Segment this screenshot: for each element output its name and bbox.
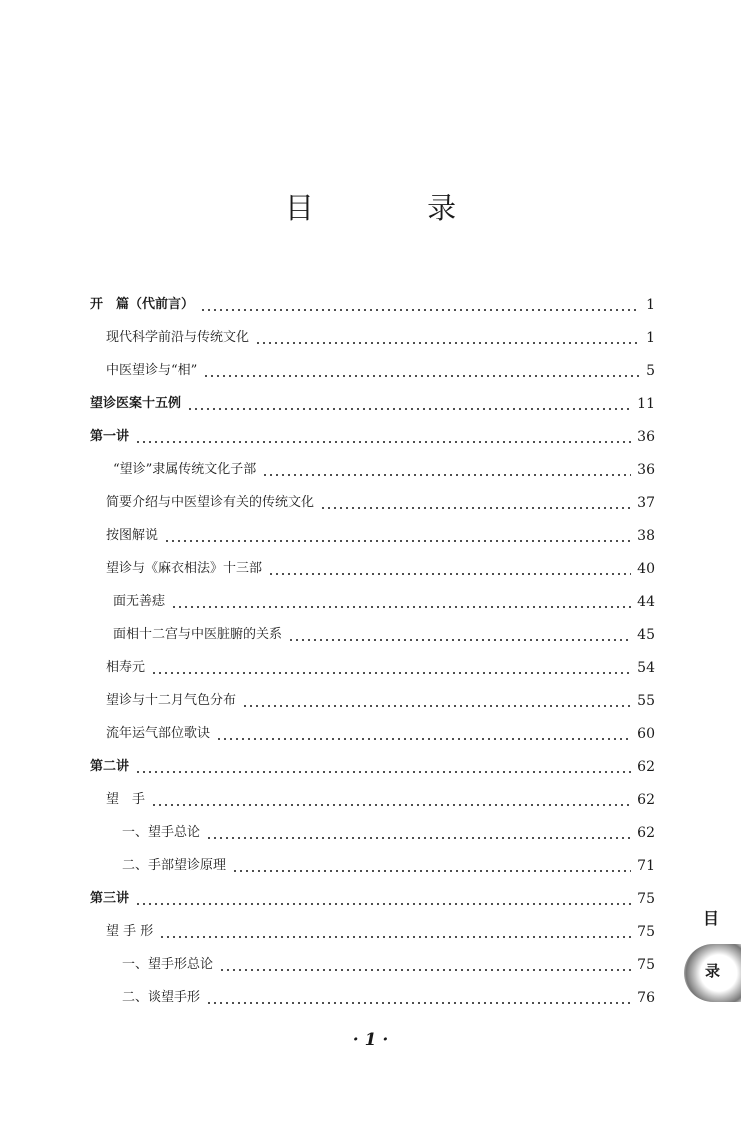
toc-entry-label: 按图解说 (106, 528, 159, 543)
toc-entry[interactable] (106, 490, 655, 512)
toc-entry-page: 76 (637, 990, 655, 1006)
toc-entry-page: 75 (637, 924, 655, 940)
toc-entry-label: 相寿元 (106, 660, 146, 675)
page-number: · 1 · (352, 1030, 389, 1050)
toc-entry[interactable] (106, 655, 655, 677)
toc-entry-label: 第一讲 (90, 429, 130, 444)
toc-entry-page: 1 (646, 330, 655, 346)
toc-entry-page: 62 (637, 759, 655, 775)
toc-entry-page: 62 (637, 792, 655, 808)
toc-entry[interactable] (90, 424, 655, 446)
toc-entry-label: 一、望手形总论 (122, 957, 214, 972)
leader-dots (200, 296, 640, 314)
leader-dots (206, 824, 631, 842)
edge-tab-top-char: 目 (703, 909, 720, 928)
toc-entry[interactable] (122, 853, 655, 875)
leader-dots (288, 626, 631, 644)
toc-entry-label: 望 手 (106, 792, 146, 807)
toc-entry[interactable] (113, 457, 655, 479)
toc-entry-page: 40 (637, 561, 655, 577)
toc-entry-label: 开 篇（代前言） (90, 297, 195, 312)
leader-dots (135, 890, 631, 908)
toc-entry-label: 面无善痣 (113, 594, 166, 609)
leader-dots (262, 461, 631, 479)
toc-entry-page: 55 (637, 693, 655, 709)
leader-dots (232, 857, 631, 875)
toc-entry-page: 11 (637, 396, 655, 412)
toc-entry[interactable] (90, 391, 655, 413)
toc-entry-page: 36 (637, 462, 655, 478)
toc-entry-page: 45 (637, 627, 655, 643)
toc-entry-label: “望诊”隶属传统文化子部 (113, 462, 257, 477)
toc-entry-page: 71 (637, 858, 655, 874)
toc-entry-page: 75 (637, 957, 655, 973)
toc-entry-label: 第二讲 (90, 759, 130, 774)
leader-dots (164, 527, 631, 545)
toc-entry[interactable] (106, 325, 655, 347)
toc-entry-page: 54 (637, 660, 655, 676)
toc-entry-page: 5 (646, 363, 655, 379)
toc-entry-page: 38 (637, 528, 655, 544)
leader-dots (151, 791, 631, 809)
toc-entry-page: 44 (637, 594, 655, 610)
page-title: 目 录 (284, 191, 509, 225)
toc-entry-page: 75 (637, 891, 655, 907)
leader-dots (219, 956, 631, 974)
toc-entry[interactable] (122, 952, 655, 974)
leader-dots (216, 725, 631, 743)
toc-entry[interactable] (106, 787, 655, 809)
leader-dots (203, 362, 640, 380)
toc-entry[interactable] (106, 358, 655, 380)
toc-entry[interactable] (106, 919, 655, 941)
toc-entry-page: 36 (637, 429, 655, 445)
toc-entry[interactable] (90, 886, 655, 908)
leader-dots (187, 395, 631, 413)
toc-entry-label: 二、手部望诊原理 (122, 858, 227, 873)
toc-entry-label: 望诊与十二月气色分布 (106, 693, 237, 708)
toc-entry[interactable] (90, 292, 655, 314)
leader-dots (159, 923, 631, 941)
toc-entry[interactable] (90, 754, 655, 776)
leader-dots (135, 758, 631, 776)
leader-dots (135, 428, 631, 446)
toc-entry-page: 1 (646, 297, 655, 313)
leader-dots (242, 692, 631, 710)
toc-entry-page: 37 (637, 495, 655, 511)
leader-dots (171, 593, 631, 611)
toc-entry-page: 60 (637, 726, 655, 742)
toc-entry[interactable] (106, 556, 655, 578)
leader-dots (320, 494, 631, 512)
toc-entry-label: 面相十二宫与中医脏腑的关系 (113, 627, 283, 642)
toc-entry[interactable] (113, 589, 655, 611)
toc-entry-label: 二、谈望手形 (122, 990, 201, 1005)
toc-entry-label: 流年运气部位歌诀 (106, 726, 211, 741)
toc-entry[interactable] (122, 985, 655, 1007)
toc-entry[interactable] (106, 721, 655, 743)
toc-entry-label: 简要介绍与中医望诊有关的传统文化 (106, 495, 315, 510)
leader-dots (206, 989, 631, 1007)
toc-entry[interactable] (106, 688, 655, 710)
toc-entry[interactable] (113, 622, 655, 644)
leader-dots (151, 659, 631, 677)
toc-entry[interactable] (122, 820, 655, 842)
toc-entry-label: 中医望诊与“相” (106, 363, 198, 378)
leader-dots (268, 560, 631, 578)
toc-entry-label: 望 手 形 (106, 924, 154, 939)
edge-tab-label: 录 (705, 962, 721, 980)
toc-entry-label: 望诊与《麻衣相法》十三部 (106, 561, 263, 576)
toc-entry-label: 望诊医案十五例 (90, 396, 182, 411)
toc-entry-label: 第三讲 (90, 891, 130, 906)
toc-entry-label: 一、望手总论 (122, 825, 201, 840)
toc-entry-label: 现代科学前沿与传统文化 (106, 330, 250, 345)
leader-dots (255, 329, 640, 347)
toc-entry-page: 62 (637, 825, 655, 841)
toc-entry[interactable] (106, 523, 655, 545)
